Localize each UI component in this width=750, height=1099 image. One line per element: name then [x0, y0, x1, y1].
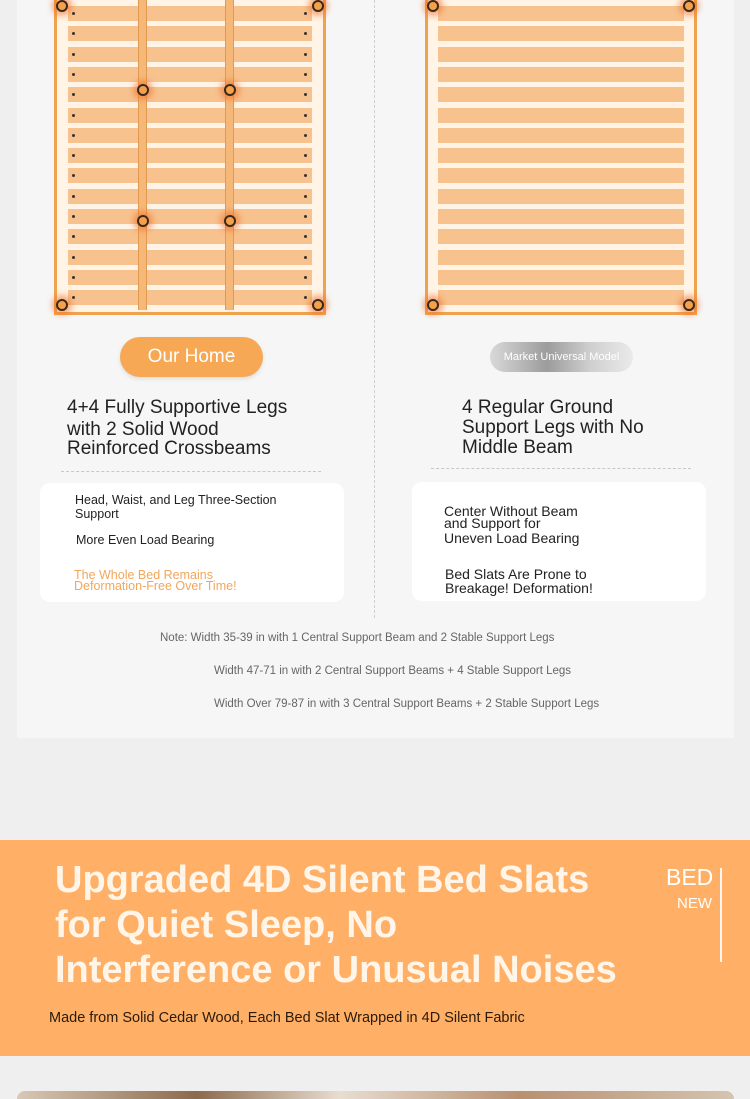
bed-slat	[438, 189, 684, 204]
support-leg	[312, 0, 324, 12]
benefit-line: Support	[75, 507, 119, 521]
support-leg	[56, 0, 68, 12]
bed-slat	[68, 128, 312, 143]
slat-fastener	[304, 12, 307, 15]
bed-slat	[438, 229, 684, 244]
our-home-heading	[67, 398, 347, 459]
support-beam	[225, 0, 234, 310]
bed-slat	[68, 87, 312, 102]
bed-slat	[68, 67, 312, 82]
slat-fastener	[72, 134, 75, 137]
slat-fastener	[72, 195, 75, 198]
bed-slat	[438, 290, 684, 305]
our-home-heading-line: 4+4 Fully Supportive Legs	[67, 397, 288, 418]
width-note: Width 47-71 in with 2 Central Support Beams + 4 Stable Support Legs	[214, 665, 572, 677]
market-model-heading	[462, 398, 702, 458]
bed-slat	[438, 128, 684, 143]
benefit-highlight	[74, 570, 237, 592]
badge-rule	[720, 868, 722, 962]
bed-new-badge-bottom: NEW	[677, 895, 712, 912]
bed-slat	[438, 250, 684, 265]
slat-fastener	[72, 114, 75, 117]
support-leg	[224, 215, 236, 227]
drawback-line: Breakage! Deformation!	[445, 580, 593, 596]
slat-fastener	[304, 215, 307, 218]
bed-slat	[68, 6, 312, 21]
slat-fastener	[72, 12, 75, 15]
market-heading-line: Support Legs with No	[462, 417, 644, 438]
bed-slat	[438, 67, 684, 82]
support-leg	[56, 299, 68, 311]
drawback-line: Uneven Load Bearing	[444, 530, 580, 546]
bed-slat	[438, 87, 684, 102]
bed-slat	[68, 270, 312, 285]
width-note: Width Over 79-87 in with 3 Central Support Beams + 2 Stable Support Legs	[214, 698, 600, 710]
slat-fastener	[72, 276, 75, 279]
support-leg	[312, 299, 324, 311]
benefit-line: More Even Load Bearing	[76, 533, 215, 547]
right-divider	[431, 468, 691, 469]
support-leg	[427, 299, 439, 311]
product-photo	[17, 1091, 734, 1099]
slat-fastener	[304, 73, 307, 76]
market-model-badge: Market Universal Model	[490, 342, 633, 372]
drawback-line: Bed Slats Are Prone to	[445, 566, 587, 582]
slat-fastener	[72, 53, 75, 56]
comparison-divider	[374, 0, 375, 618]
bed-slat	[438, 108, 684, 123]
our-home-heading-line: with 2 Solid Wood	[67, 419, 219, 440]
our-home-badge: Our Home	[120, 337, 263, 377]
market-heading-line: 4 Regular Ground	[462, 397, 614, 418]
bed-new-badge-top: BED	[666, 864, 714, 890]
our-home-benefits-card	[40, 483, 344, 602]
slat-fastener	[304, 114, 307, 117]
banner-title-line: Interference or Unusual Noises	[55, 949, 617, 991]
market-heading-line: Middle Beam	[462, 437, 573, 458]
support-leg	[137, 215, 149, 227]
slat-fastener	[72, 215, 75, 218]
banner-title-line: Upgraded 4D Silent Bed Slats	[55, 859, 590, 901]
drawback-item	[445, 567, 593, 595]
slat-fastener	[304, 276, 307, 279]
benefit-line: Head, Waist, and Leg Three-Section	[75, 493, 277, 507]
banner-title	[55, 858, 675, 993]
slat-fastener	[304, 195, 307, 198]
bed-slat	[68, 148, 312, 163]
drawback-item	[444, 505, 579, 545]
bed-slat	[68, 47, 312, 62]
bed-slat	[68, 189, 312, 204]
bed-slat	[438, 26, 684, 41]
slat-fastener	[304, 53, 307, 56]
support-leg	[427, 0, 439, 12]
slat-fastener	[304, 134, 307, 137]
banner-title-line: for Quiet Sleep, No	[55, 904, 398, 946]
bed-slat	[68, 108, 312, 123]
width-note: Note: Width 35-39 in with 1 Central Support Beam and 2 Stable Support Legs	[160, 632, 555, 644]
support-leg	[683, 299, 695, 311]
bed-slat	[438, 148, 684, 163]
bed-slat	[438, 270, 684, 285]
bed-slat	[68, 168, 312, 183]
bed-slat	[68, 209, 312, 224]
drawback-line: Center Without Beam	[444, 503, 578, 519]
benefit-line: Deformation-Free Over Time!	[74, 579, 237, 593]
bed-slat	[68, 26, 312, 41]
left-divider	[61, 471, 321, 472]
bed-slat	[438, 209, 684, 224]
slat-fastener	[72, 73, 75, 76]
bed-slat	[68, 250, 312, 265]
support-beam	[138, 0, 147, 310]
bed-slat	[438, 6, 684, 21]
benefit-line: The Whole Bed Remains	[74, 568, 213, 582]
slat-fastener	[72, 256, 75, 259]
bed-slat	[438, 168, 684, 183]
market-drawbacks-card	[412, 482, 706, 601]
support-leg	[683, 0, 695, 12]
benefit-item	[75, 494, 277, 521]
banner-subtitle: Made from Solid Cedar Wood, Each Bed Slat Wrapped in 4D Silent Fabric	[49, 1010, 525, 1026]
slat-fastener	[304, 256, 307, 259]
bed-slat	[438, 47, 684, 62]
support-leg	[137, 84, 149, 96]
support-leg	[224, 84, 236, 96]
benefit-item	[76, 534, 214, 547]
our-home-heading-line: Reinforced Crossbeams	[67, 438, 271, 459]
bed-slat	[68, 290, 312, 305]
bed-slat	[68, 229, 312, 244]
drawback-line: and Support for	[444, 515, 541, 531]
